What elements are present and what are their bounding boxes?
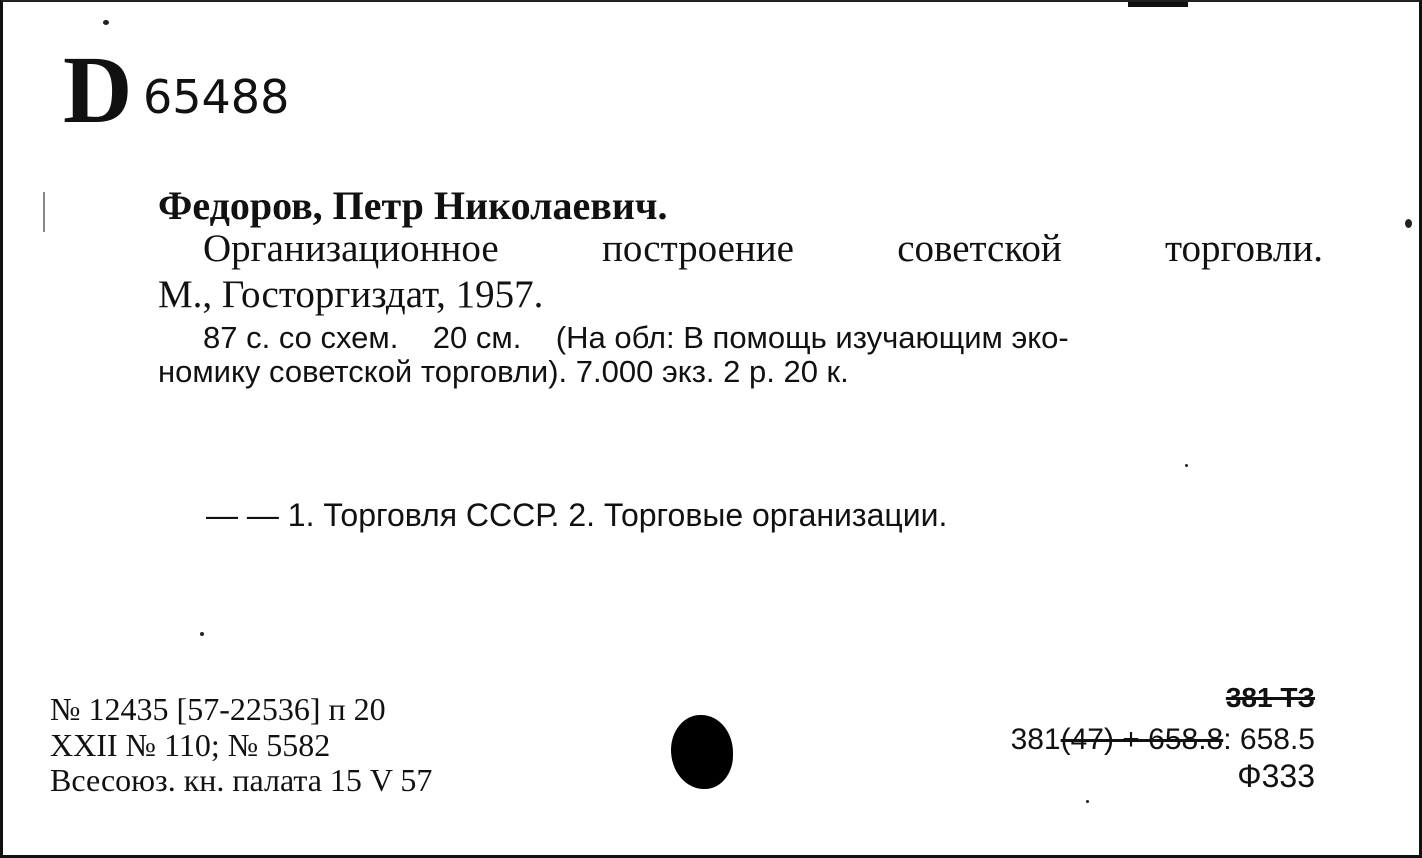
location-mark: D <box>63 36 131 143</box>
udc-prefix: 381 <box>1010 723 1061 756</box>
collation-line-1: 87 с. со схем. 20 см. (На обл: В помощь изучающим эко- <box>203 320 1069 355</box>
subject-headings: — — 1. Торговля СССР. 2. Торговые организации. <box>206 497 948 533</box>
classification-struck: 381 ТЗ <box>1225 682 1315 713</box>
scan-speck <box>1086 800 1089 803</box>
udc-suffix: : 658.5 <box>1223 723 1315 756</box>
footer-line-2: XXII № 110; № 5582 <box>50 727 331 763</box>
handwritten-call-number: 65488 <box>143 70 290 124</box>
title-word: советской <box>897 227 1062 270</box>
footer-line-3: Всесоюз. кн. палата 15 V 57 <box>50 762 433 798</box>
scan-speck <box>103 20 109 25</box>
classification-author-mark: Ф333 <box>1237 758 1315 794</box>
title-word: торговли. <box>1164 227 1323 270</box>
title-word: построение <box>601 227 794 270</box>
imprint: М., Госторгиздат, 1957. <box>158 273 544 316</box>
title-line <box>203 228 1323 271</box>
title-word: Организационное <box>203 227 499 270</box>
scan-speck <box>1185 464 1188 467</box>
top-edge-mark <box>1128 2 1188 7</box>
footer-line-1: № 12435 [57-22536] п 20 <box>50 691 386 727</box>
punch-hole <box>671 715 733 789</box>
scan-speck <box>43 192 45 232</box>
classification-udc <box>1011 723 1315 757</box>
author-heading: Федоров, Петр Николаевич. <box>158 183 668 228</box>
collation-line-2: номику советской торговли). 7.000 экз. 2 р. 20 к. <box>158 354 849 389</box>
scan-speck <box>1405 219 1412 228</box>
scan-speck <box>200 632 204 636</box>
udc-struck: (47) + 658.8 <box>1060 723 1224 756</box>
